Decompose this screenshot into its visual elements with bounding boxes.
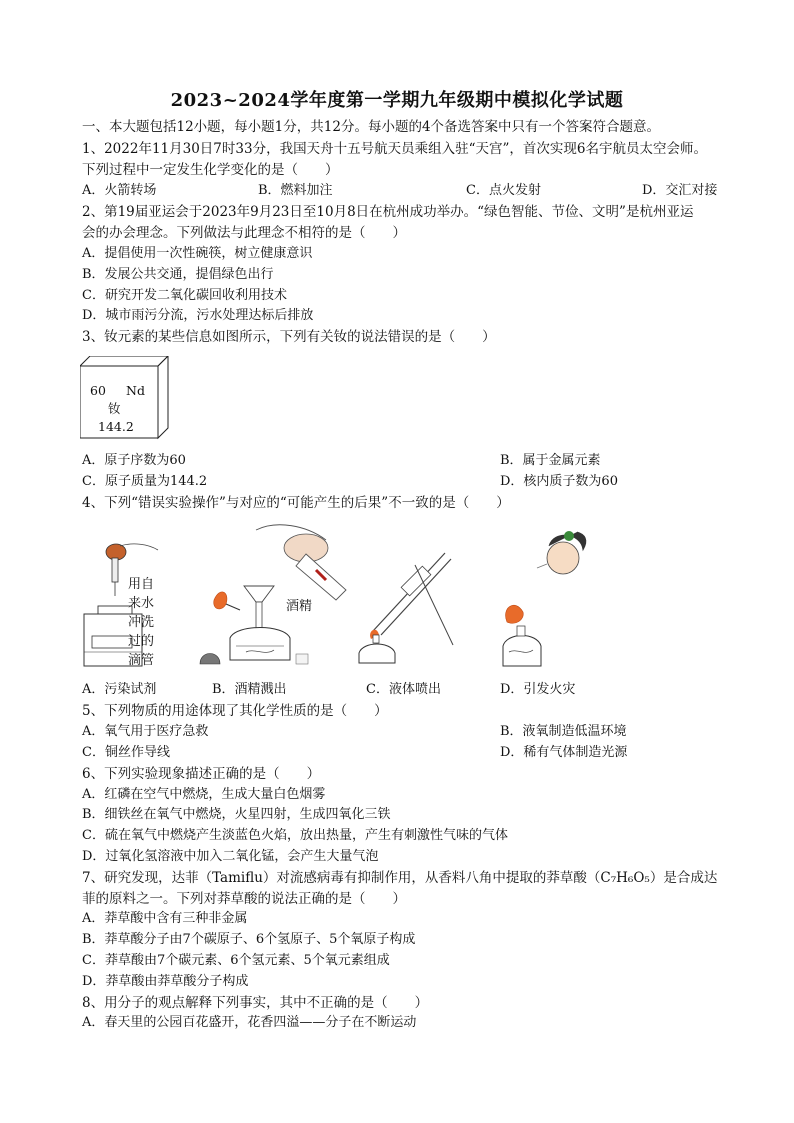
q5-stem: 5、下列物质的用途体现了其化学性质的是（ ） (82, 703, 388, 719)
q8-stem: 8、用分子的观点解释下列事实，其中不正确的是（ ） (82, 995, 429, 1011)
q1-stem-line2: 下列过程中一定发生化学变化的是（ ） (82, 162, 339, 178)
q5-option-b: B．液氧制造低温环境 (500, 724, 627, 739)
element-cell-figure (80, 356, 170, 440)
q2-stem-line1: 2、第19届亚运会于2023年9月23日至10月8日在杭州成功举办。“绿色智能、节俭、文明”是杭州亚运 (82, 204, 694, 220)
q6-option-b: B．细铁丝在氧气中燃烧，火星四射，生成四氧化三铁 (82, 807, 391, 822)
q4-option-c: C．液体喷出 (366, 682, 441, 697)
figure-a-label-3: 冲洗 (128, 615, 155, 630)
q2-option-a: A．提倡使用一次性碗筷，树立健康意识 (82, 246, 313, 261)
figure-b-label: 酒精 (286, 599, 313, 614)
q7-stem-line2: 菲的原料之一。下列对莽草酸的说法正确的是（ ） (82, 891, 406, 907)
q4-option-b: B．酒精溅出 (212, 682, 287, 697)
q7-option-d: D．莽草酸由莽草酸分子构成 (82, 974, 249, 989)
element-atomic-number: 60 (90, 383, 106, 398)
q1-option-b: B．燃料加注 (258, 183, 333, 198)
q3-option-b: B．属于金属元素 (500, 453, 601, 468)
q4-option-d: D．引发火灾 (500, 682, 576, 697)
q2-option-b: B．发展公共交通，提倡绿色出行 (82, 267, 274, 282)
q1-option-c: C．点火发射 (466, 183, 541, 198)
q5-option-c: C．铜丝作导线 (82, 745, 170, 760)
figure-heating-test-tube (355, 535, 465, 670)
q2-option-c: C．研究开发二氧化碳回收利用技术 (82, 288, 287, 303)
element-symbol: Nd (126, 383, 145, 398)
q1-option-a: A．火箭转场 (82, 183, 157, 198)
section-instruction: 一、本大题包括12小题，每小题1分，共12分。每小题的4个备选答案中只有一个答案符合题意。 (82, 119, 661, 135)
q3-stem: 3、钕元素的某些信息如图所示，下列有关钕的说法错误的是（ ） (82, 329, 496, 345)
page-title: 2023~2024学年度第一学期九年级期中模拟化学试题 (170, 90, 624, 111)
q3-option-c: C．原子质量为144.2 (82, 474, 208, 489)
q7-option-a: A．莽草酸中含有三种非金属 (82, 911, 248, 926)
q7-option-c: C．莽草酸由7个碳元素、6个氢元素、5个氧元素组成 (82, 953, 390, 968)
figure-a-label-1: 用自 (128, 577, 155, 592)
q2-option-d: D．城市雨污分流，污水处理达标后排放 (82, 308, 314, 323)
q1-stem-line1: 1、2022年11月30日7时33分，我国天舟十五号航天员乘组入驻“天宫”，首次实现6名宇航员太空会师。 (82, 141, 707, 157)
figure-alcohol-lamp-pouring (196, 520, 356, 675)
element-name: 钕 (108, 401, 121, 416)
q4-option-a: A．污染试剂 (82, 682, 157, 697)
q7-stem-line1: 7、研究发现，达菲（Tamiflu）对流感病毒有抑制作用，从香料八角中提取的莽草酸（C₇H₆O₅）是合成达 (82, 870, 718, 886)
figure-a-label-5: 滴管 (128, 653, 155, 668)
q3-option-d: D．核内质子数为60 (500, 474, 618, 489)
figure-a-label-4: 过的 (128, 634, 155, 649)
q6-stem: 6、下列实验现象描述正确的是（ ） (82, 766, 321, 782)
element-mass: 144.2 (98, 419, 134, 434)
q4-stem: 4、下列“错误实验操作”与对应的“可能产生的后果”不一致的是（ ） (82, 495, 510, 511)
figure-a-label-2: 来水 (128, 596, 155, 611)
q3-option-a: A．原子序数为60 (82, 453, 186, 468)
q6-option-a: A．红磷在空气中燃烧，生成大量白色烟雾 (82, 787, 326, 802)
q6-option-d: D．过氧化氢溶液中加入二氧化锰，会产生大量气泡 (82, 849, 379, 864)
q1-option-d: D．交汇对接 (642, 183, 718, 198)
q5-option-d: D．稀有气体制造光源 (500, 745, 628, 760)
q7-option-b: B．莽草酸分子由7个碳原子、6个氢原子、5个氧原子构成 (82, 932, 416, 947)
q6-option-c: C．硫在氧气中燃烧产生淡蓝色火焰，放出热量，产生有刺激性气味的气体 (82, 828, 508, 843)
figure-blowing-lamp (493, 528, 593, 673)
q2-stem-line2: 会的办会理念。下列做法与此理念不相符的是（ ） (82, 225, 406, 241)
q5-option-a: A．氧气用于医疗急救 (82, 724, 209, 739)
q8-option-a: A．春天里的公园百花盛开，花香四溢——分子在不断运动 (82, 1015, 417, 1030)
